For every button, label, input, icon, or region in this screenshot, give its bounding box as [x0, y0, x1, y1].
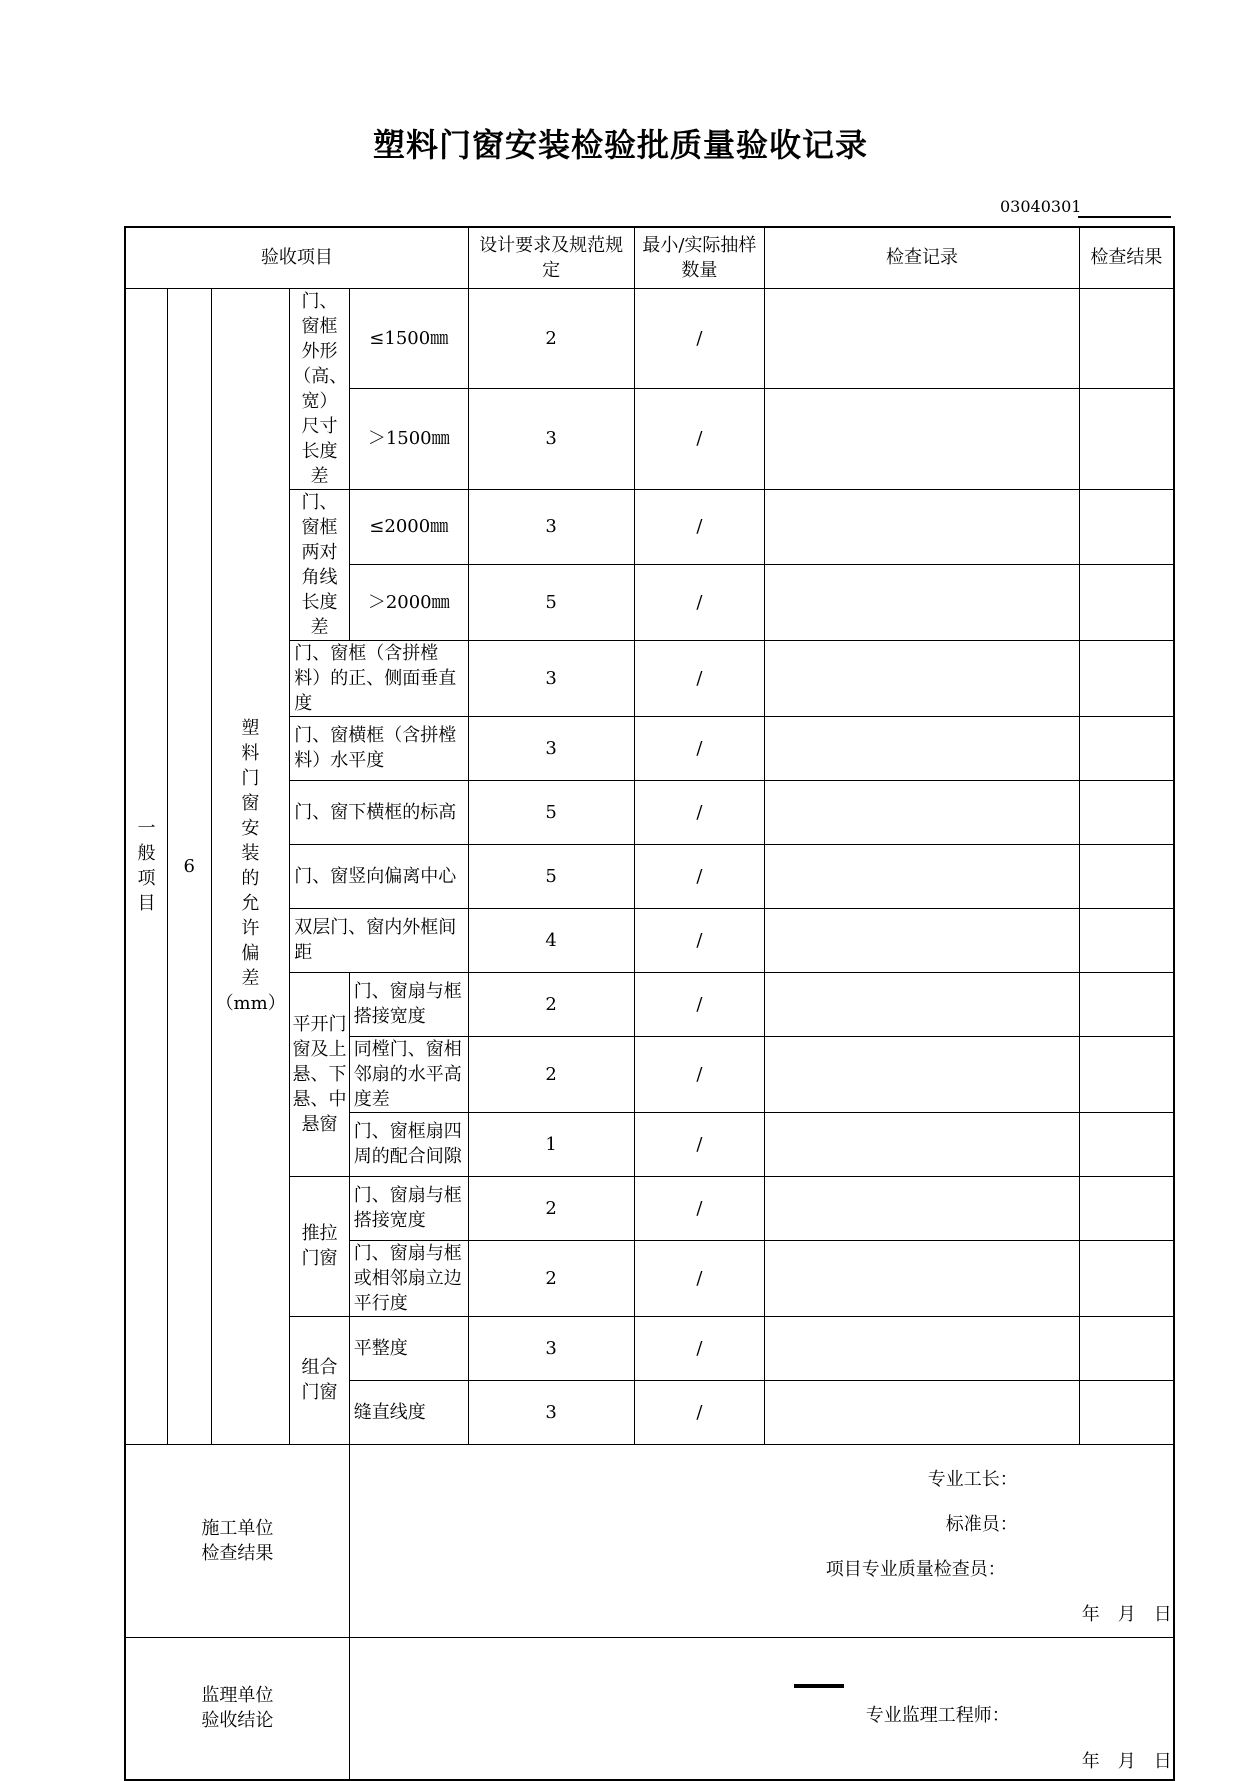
- group-combined: 组合门窗: [290, 1316, 350, 1444]
- page-title: 塑料门窗安装检验批质量验收记录: [372, 126, 868, 164]
- record-cell[interactable]: [765, 489, 1080, 565]
- record-cell[interactable]: [765, 1380, 1080, 1444]
- bottom-tick: [124, 1664, 126, 1678]
- construction-row: [125, 1444, 1174, 1637]
- record-cell[interactable]: [765, 1112, 1080, 1176]
- foreman-label: 专业工长：: [927, 1468, 1018, 1490]
- record-cell[interactable]: [765, 640, 1080, 716]
- supervision-label: 监理单位验收结论: [125, 1637, 349, 1780]
- header-design: 设计要求及规范规定: [468, 227, 634, 288]
- result-cell[interactable]: [1079, 288, 1174, 389]
- record-cell[interactable]: [765, 389, 1080, 490]
- result-cell[interactable]: [1079, 1112, 1174, 1176]
- sample-value: /: [634, 288, 765, 389]
- record-cell[interactable]: [765, 1240, 1080, 1316]
- quality-inspector-label: 项目专业质量检查员：: [825, 1558, 1006, 1580]
- group-diagonal: 门、窗框两对角线长度差: [290, 489, 350, 640]
- record-cell[interactable]: [765, 1176, 1080, 1240]
- design-value: 5: [468, 565, 634, 641]
- sub-item: 门、窗扇与框或相邻扇立边平行度: [349, 1240, 468, 1316]
- sample-value: /: [634, 780, 765, 844]
- sample-value: /: [634, 489, 765, 565]
- inspection-table: [124, 226, 1175, 1781]
- sample-value: /: [634, 844, 765, 908]
- form-code: 03040301: [1000, 197, 1082, 216]
- vertical-text: 塑 料 门 窗 安 装 的 允 许 偏 差 （mm）: [215, 718, 286, 1014]
- design-value: 2: [468, 1176, 634, 1240]
- sub-item: 门、窗扇与框搭接宽度: [349, 1176, 468, 1240]
- sub-item: 门、窗扇与框搭接宽度: [349, 972, 468, 1036]
- form-code-underline: [1078, 216, 1171, 218]
- design-value: 4: [468, 908, 634, 972]
- category-cell: [125, 288, 168, 1444]
- item-no-cell: 6: [168, 288, 212, 1444]
- sub-item: 同樘门、窗相邻扇的水平高度差: [349, 1036, 468, 1112]
- result-cell[interactable]: [1079, 489, 1174, 565]
- construction-signature-area[interactable]: [349, 1444, 1174, 1637]
- header-result: 检查结果: [1079, 227, 1174, 288]
- design-value: 5: [468, 844, 634, 908]
- record-cell[interactable]: [765, 972, 1080, 1036]
- sub-item: 门、窗竖向偏离中心: [290, 844, 469, 908]
- result-cell[interactable]: [1079, 1380, 1174, 1444]
- sample-value: /: [634, 1380, 765, 1444]
- sub-item: ≤1500㎜: [349, 288, 468, 389]
- standard-officer-label: 标准员：: [945, 1513, 1018, 1535]
- record-cell[interactable]: [765, 716, 1080, 780]
- design-value: 2: [468, 1036, 634, 1112]
- sample-value: /: [634, 1240, 765, 1316]
- sub-item: 平整度: [349, 1316, 468, 1380]
- supervision-row: [125, 1637, 1174, 1780]
- result-cell[interactable]: [1079, 640, 1174, 716]
- sub-item: 缝直线度: [349, 1380, 468, 1444]
- supervision-date: 年 月 日: [1081, 1750, 1172, 1772]
- result-cell[interactable]: [1079, 716, 1174, 780]
- record-cell[interactable]: [765, 288, 1080, 389]
- supervision-signature-area[interactable]: [349, 1637, 1174, 1780]
- sample-value: /: [634, 389, 765, 490]
- sample-value: /: [634, 1176, 765, 1240]
- sample-value: /: [634, 1036, 765, 1112]
- sub-item: ≤2000㎜: [349, 489, 468, 565]
- sample-value: /: [634, 716, 765, 780]
- record-cell[interactable]: [765, 780, 1080, 844]
- result-cell[interactable]: [1079, 780, 1174, 844]
- result-cell[interactable]: [1079, 389, 1174, 490]
- sample-value: /: [634, 565, 765, 641]
- design-value: 5: [468, 780, 634, 844]
- item-name-cell: [211, 288, 290, 1444]
- sub-item: 双层门、窗内外框间距: [290, 908, 469, 972]
- supervising-engineer-label: 专业监理工程师：: [865, 1704, 1010, 1726]
- result-cell[interactable]: [1079, 1176, 1174, 1240]
- result-cell[interactable]: [1079, 1240, 1174, 1316]
- vertical-text: 一 般 项 目: [137, 818, 156, 914]
- result-cell[interactable]: [1079, 1036, 1174, 1112]
- header-item: 验收项目: [125, 227, 468, 288]
- record-cell[interactable]: [765, 844, 1080, 908]
- record-cell[interactable]: [765, 908, 1080, 972]
- result-cell[interactable]: [1079, 844, 1174, 908]
- design-value: 3: [468, 389, 634, 490]
- design-value: 1: [468, 1112, 634, 1176]
- result-cell[interactable]: [1079, 565, 1174, 641]
- group-outer-size: 门、窗框外形（高、宽）尺寸长度差: [290, 288, 350, 489]
- design-value: 3: [468, 489, 634, 565]
- sample-value: /: [634, 972, 765, 1036]
- record-cell[interactable]: [765, 1316, 1080, 1380]
- sample-value: /: [634, 1316, 765, 1380]
- design-value: 3: [468, 1380, 634, 1444]
- design-value: 2: [468, 1240, 634, 1316]
- record-cell[interactable]: [765, 565, 1080, 641]
- sample-value: /: [634, 908, 765, 972]
- sub-item: 门、窗框扇四周的配合间隙: [349, 1112, 468, 1176]
- design-value: 2: [468, 972, 634, 1036]
- construction-label: 施工单位检查结果: [125, 1444, 349, 1637]
- design-value: 3: [468, 640, 634, 716]
- sample-value: /: [634, 640, 765, 716]
- result-cell[interactable]: [1079, 908, 1174, 972]
- dash-mark: [794, 1684, 844, 1688]
- group-casement: 平开门窗及上悬、下悬、中悬窗: [290, 972, 350, 1176]
- header-sample: 最小/实际抽样数量: [634, 227, 765, 288]
- record-cell[interactable]: [765, 1036, 1080, 1112]
- sample-value: /: [634, 1112, 765, 1176]
- result-cell[interactable]: [1079, 1316, 1174, 1380]
- table-row: [125, 288, 1174, 389]
- sub-item: 门、窗下横框的标高: [290, 780, 469, 844]
- sub-item: 门、窗横框（含拼樘料）水平度: [290, 716, 469, 780]
- design-value: 3: [468, 1316, 634, 1380]
- sub-item: ＞1500㎜: [349, 389, 468, 490]
- construction-date: 年 月 日: [1081, 1603, 1172, 1625]
- header-record: 检查记录: [765, 227, 1080, 288]
- group-sliding: 推拉门窗: [290, 1176, 350, 1316]
- header-row: [125, 227, 1174, 288]
- design-value: 2: [468, 288, 634, 389]
- result-cell[interactable]: [1079, 972, 1174, 1036]
- sub-item: ＞2000㎜: [349, 565, 468, 641]
- sub-item: 门、窗框（含拼樘料）的正、侧面垂直度: [290, 640, 469, 716]
- design-value: 3: [468, 716, 634, 780]
